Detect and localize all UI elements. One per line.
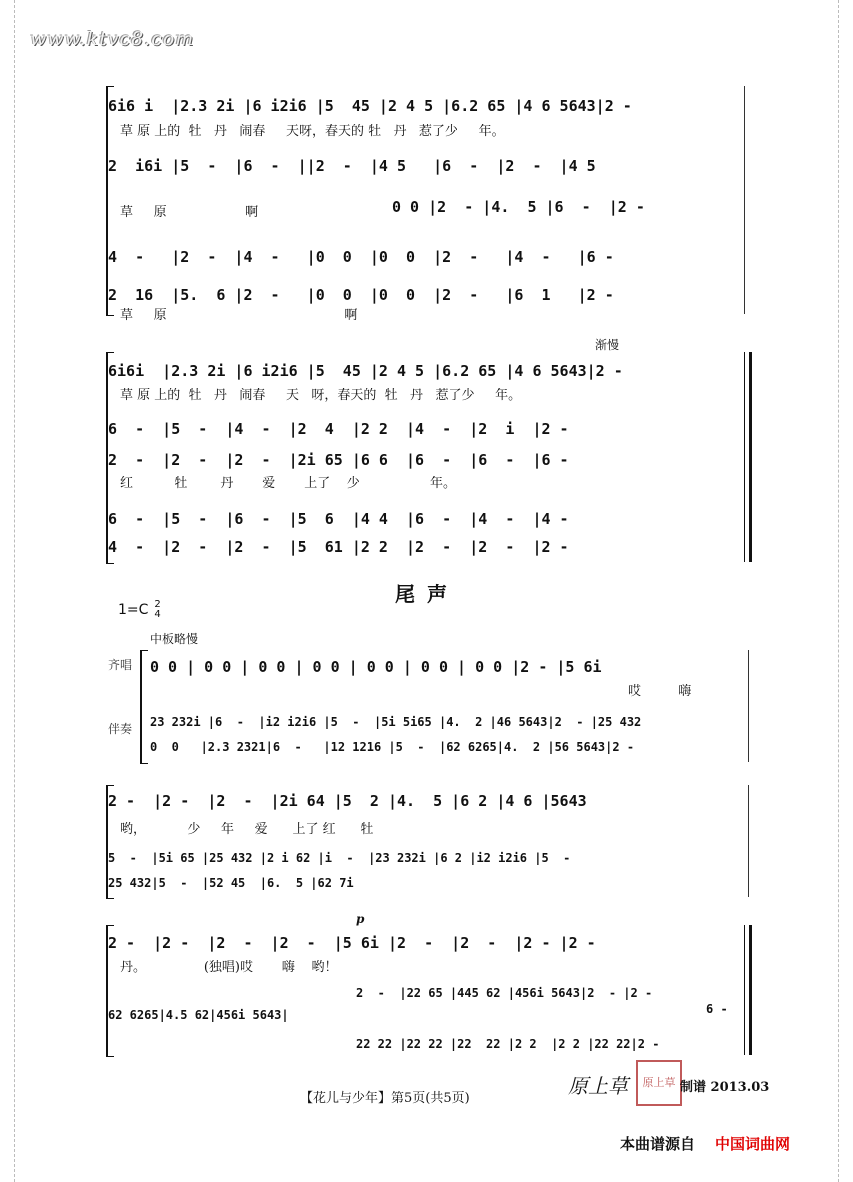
coda-voice-row: 0 0 | 0 0 | 0 0 | 0 0 | 0 0 | 0 0 | 0 0 |2 - |5 6i <box>150 658 602 676</box>
dynamic-marking: p <box>356 912 365 926</box>
copyist-date: 制谱 2013.03 <box>680 1080 770 1095</box>
coda-system-1-end-bar <box>748 650 749 762</box>
system-1-soprano-lyric: 草 原 上的 牡 丹 闹春 天呀，春天的 牡 丹 惹了少 年。 <box>120 124 505 139</box>
system-1-end-bar <box>744 86 745 314</box>
system-2-alto-2: 2 - |2 - |2 - |2i 65 |6 6 |6 - |6 - |6 - <box>108 451 569 469</box>
system-2-soprano-lyric: 草 原 上的 牡 丹 闹春 天 呀，春天的 牡 丹 惹了少 年。 <box>120 388 522 403</box>
left-margin-strip <box>0 0 15 1182</box>
red-seal: 原上草 <box>636 1060 682 1106</box>
coda-title: 尾声 <box>395 582 459 606</box>
system-2-bass: 4 - |2 - |2 - |5 61 |2 2 |2 - |2 - |2 - <box>108 538 569 556</box>
system-2-tenor: 6 - |5 - |6 - |5 6 |4 4 |6 - |4 - |4 - <box>108 510 569 528</box>
coda-system-2-end-bar <box>748 785 749 897</box>
coda-row3-acc-right-upper: 2 - |22 65 |445 62 |456i 5643|2 - |2 - <box>356 986 653 1000</box>
system-1-alto-lyric: 草 原 啊 <box>120 205 259 220</box>
coda-row2-lyric: 哟， 少 年 爱 上了 红 牡 <box>120 822 374 837</box>
coda-row3-acc-right-middle: 6 - <box>706 1002 728 1016</box>
arranger-signature: 原上草 <box>568 1074 628 1098</box>
watermark-text: www.ktvc8.com <box>30 28 195 50</box>
system-2-final-bar <box>744 352 752 562</box>
system-2-alto-lyric: 红 牡 丹 爱 上了 少 年。 <box>120 476 457 491</box>
coda-final-bar <box>744 925 752 1055</box>
system-1-tenor: 4 - |2 - |4 - |0 0 |0 0 |2 - |4 - |6 - <box>108 248 614 266</box>
system-2-tempo: 渐慢 <box>595 338 620 352</box>
coda-row2-voice: 2 - |2 - |2 - |2i 64 |5 2 |4. 5 |6 2 |4 6 |5643 <box>108 792 587 810</box>
time-bottom: 4 <box>154 609 161 620</box>
source-credit <box>620 1133 790 1154</box>
time-signature <box>154 600 160 620</box>
system-1-bass-lyric: 草 原 啊 <box>120 308 358 323</box>
coda-acc-upper: 23 232i |6 - |i2 i2i6 |5 - |5i 5i65 |4. 2 |46 5643|2 - |25 432 <box>150 715 642 729</box>
system-1-brace <box>106 86 114 316</box>
system-1-alto: 2 i6i |5 - |6 - ||2 - |4 5 |6 - |2 - |4 5 <box>108 157 596 175</box>
coda-row2-acc-upper: 5 - |5i 65 |25 432 |2 i 62 |i - |23 232i |6 2 |i2 i2i6 |5 - <box>108 851 571 865</box>
system-1-bass: 2 16 |5. 6 |2 - |0 0 |0 0 |2 - |6 1 |2 - <box>108 286 614 304</box>
time-top: 2 <box>154 599 161 610</box>
coda-acc-lower: 0 0 |2.3 2321|6 - |12 1216 |5 - |62 6265|4. 2 |56 5643|2 - <box>150 740 635 754</box>
key-text: 1=C <box>118 602 149 618</box>
coda-row3-acc-right-lower: 22 22 |22 22 |22 22 |2 2 |2 2 |22 22|2 - <box>356 1037 660 1051</box>
coda-row3-voice: 2 - |2 - |2 - |2 - |5 6i |2 - |2 - |2 - |2 - <box>108 934 596 952</box>
page-footer: 【花儿与少年】第5页(共5页) <box>300 1091 470 1106</box>
accomp-part-label: 伴奏 <box>108 722 133 736</box>
source-site[interactable]: 中国词曲网 <box>715 1135 791 1153</box>
coda-tempo: 中板略慢 <box>150 632 199 646</box>
coda-system-1-brace <box>140 650 148 764</box>
key-signature <box>118 600 161 620</box>
right-margin-strip <box>838 0 853 1182</box>
source-prefix: 本曲谱源自 <box>620 1135 696 1153</box>
system-1-alto-divisi: 0 0 |2 - |4. 5 |6 - |2 - <box>392 198 645 216</box>
system-2-alto-1: 6 - |5 - |4 - |2 4 |2 2 |4 - |2 i |2 - <box>108 420 569 438</box>
system-2-soprano: 6i6i |2.3 2i |6 i2i6 |5 45 |2 4 5 |6.2 65 |4 6 5643|2 - <box>108 362 623 380</box>
voice-part-label: 齐唱 <box>108 658 133 672</box>
coda-row3-lyric: 丹。 (独唱)哎 嗨 哟！ <box>120 960 338 975</box>
coda-row3-acc-left: 62 6265|4.5 62|456i 5643| <box>108 1008 289 1022</box>
coda-voice-lyric: 哎 嗨 <box>628 684 692 699</box>
coda-row2-acc-lower: 25 432|5 - |52 45 |6. 5 |62 7i <box>108 876 361 890</box>
system-1-soprano: 6i6 i |2.3 2i |6 i2i6 |5 45 |2 4 5 |6.2 65 |4 6 5643|2 - <box>108 97 632 115</box>
